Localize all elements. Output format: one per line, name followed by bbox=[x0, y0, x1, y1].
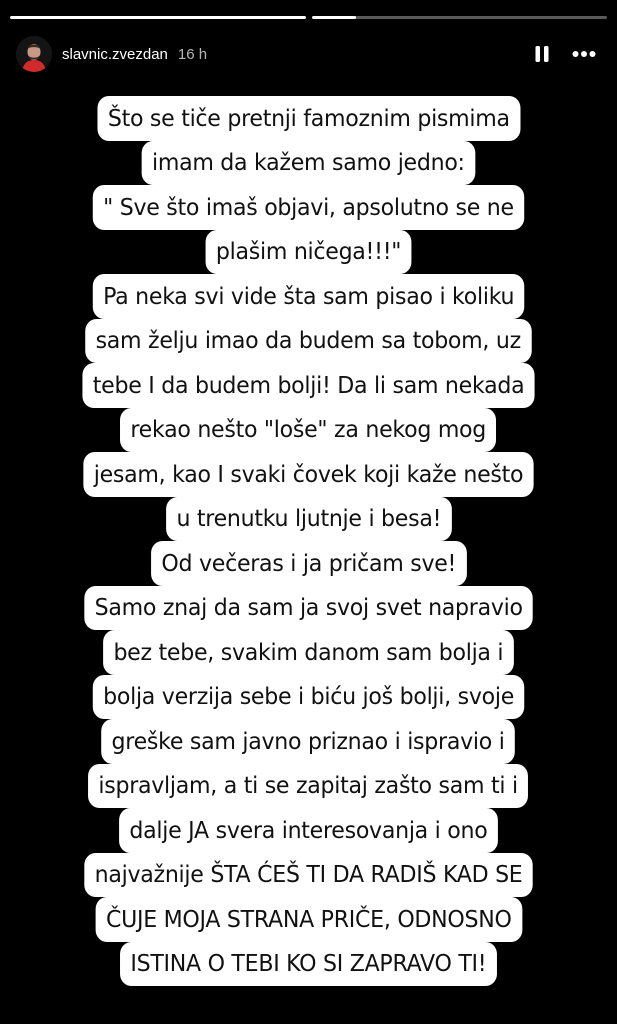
text-line: bez tebe, svakim danom sam bolja i bbox=[103, 630, 514, 675]
username[interactable]: slavnic.zvezdan bbox=[62, 45, 168, 63]
text-line: Samo znaj da sam ja svoj svet napravio bbox=[84, 586, 533, 631]
story-progress bbox=[10, 16, 607, 19]
text-line: Pa neka svi vide šta sam pisao i koliku bbox=[93, 274, 525, 319]
text-line: tebe I da budem bolji! Da li sam nekada bbox=[82, 363, 534, 408]
avatar-image bbox=[16, 36, 52, 72]
story-header bbox=[16, 32, 601, 76]
progress-fill-1 bbox=[10, 16, 306, 19]
more-options-button[interactable] bbox=[567, 37, 601, 71]
post-time: 16 h bbox=[177, 45, 208, 63]
pause-button[interactable] bbox=[525, 37, 559, 71]
text-line: Što se tiče pretnji famoznim pismima bbox=[97, 96, 520, 141]
text-line: ČUJE MOJA STRANA PRIČE, ODNOSNO bbox=[95, 897, 521, 942]
text-line: ispravljam, a ti se zapitaj zašto sam ti i bbox=[88, 764, 528, 809]
story-text bbox=[0, 96, 617, 986]
text-line: najvažnije ŠTA ĆEŠ TI DA RADIŠ KAD SE bbox=[84, 853, 533, 898]
more-icon bbox=[572, 50, 596, 58]
text-line: " Sve što imaš objavi, apsolutno se ne bbox=[93, 185, 524, 230]
text-line: imam da kažem samo jedno: bbox=[142, 141, 475, 186]
text-line: ISTINA O TEBI KO SI ZAPRAVO TI! bbox=[120, 942, 497, 987]
text-line: dalje JA svera interesovanja i ono bbox=[119, 808, 498, 853]
progress-segment-1 bbox=[10, 16, 306, 19]
text-line: Od večeras i ja pričam sve! bbox=[151, 541, 466, 586]
text-line: u trenutku ljutnje i besa! bbox=[166, 497, 451, 542]
text-line: bolja verzija sebe i biću još bolji, svoje bbox=[93, 675, 525, 720]
text-line: rekao nešto "loše" za nekog mog bbox=[120, 408, 496, 453]
avatar[interactable] bbox=[16, 36, 52, 72]
pause-icon bbox=[534, 45, 550, 63]
text-line: greške sam javno priznao i ispravio i bbox=[102, 719, 516, 764]
progress-segment-2 bbox=[312, 16, 608, 19]
text-line: plašim ničega!!!" bbox=[206, 230, 412, 275]
text-line: jesam, kao I svaki čovek koji kaže nešto bbox=[83, 452, 533, 497]
text-line: sam želju imao da budem sa tobom, uz bbox=[85, 319, 531, 364]
progress-fill-2 bbox=[312, 16, 356, 19]
